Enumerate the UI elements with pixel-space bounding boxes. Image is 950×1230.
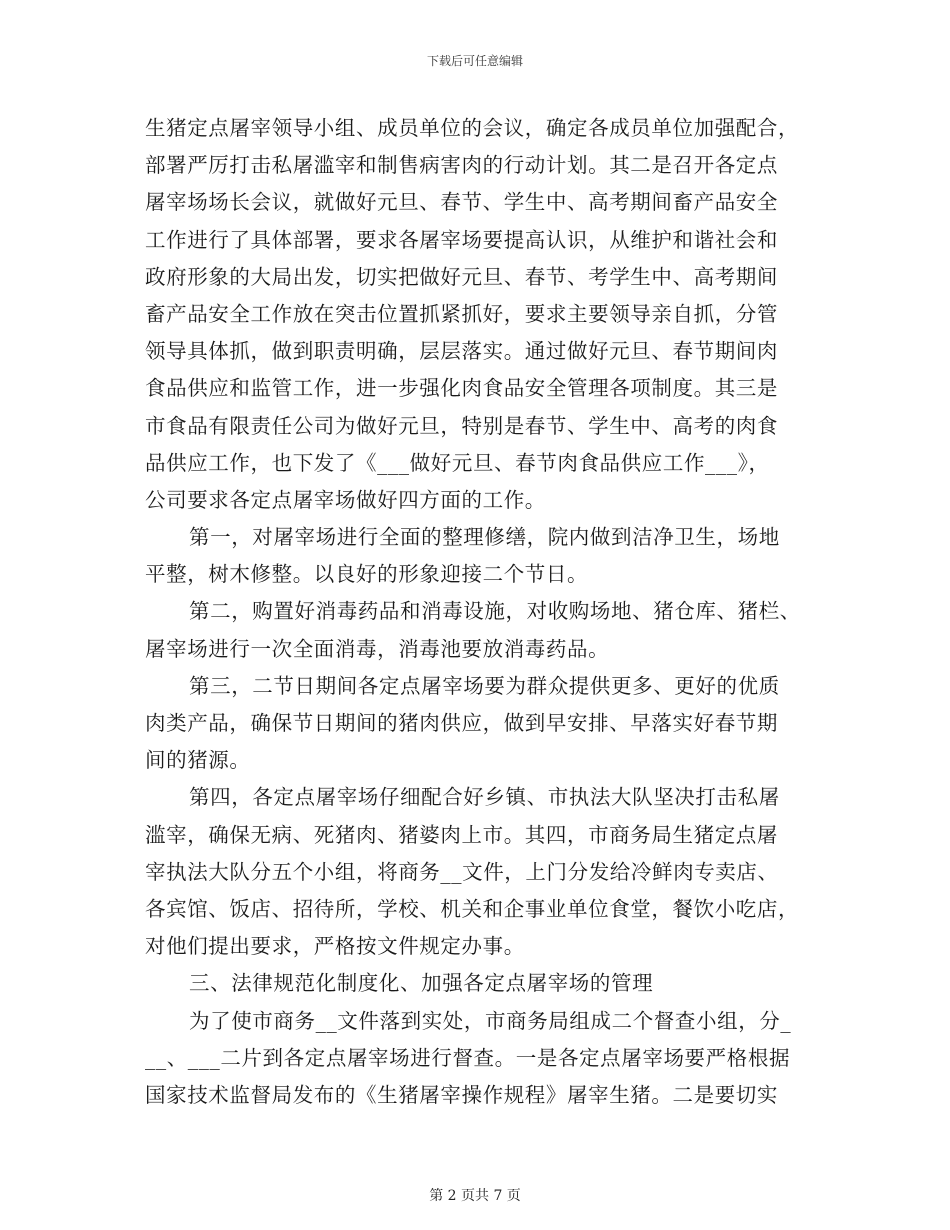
text-line: 第三，二节日期间各定点屠宰场要为群众提供更多、更好的优质: [189, 673, 780, 698]
text-line: 三、法律规范化制度化、加强各定点屠宰场的管理: [189, 971, 654, 996]
text-line: 屠宰场场长会议，就做好元旦、春节、学生中、高考期间畜产品安全: [145, 190, 778, 215]
text-line: __、___二片到各定点屠宰场进行督查。一是各定点屠宰场要严格根据: [145, 1045, 791, 1070]
text-line: 畜产品安全工作放在突击位置抓紧抓好，要求主要领导亲自抓，分管: [145, 301, 778, 326]
text-line: 各宾馆、饭店、招待所，学校、机关和企事业单位食堂，餐饮小吃店，: [145, 896, 800, 921]
text-line: 平整，树木修整。以良好的形象迎接二个节日。: [145, 562, 589, 587]
text-line: 第四，各定点屠宰场仔细配合好乡镇、市执法大队坚决打击私屠: [189, 785, 780, 810]
page-header-note: 下载后可任意编辑: [426, 54, 523, 68]
text-line: 生猪定点屠宰领导小组、成员单位的会议，确定各成员单位加强配合，: [145, 116, 800, 140]
document-body: [145, 110, 805, 1114]
text-line: 宰执法大队分五个小组，将商务__文件，上门分发给冷鲜肉专卖店、: [145, 859, 779, 884]
text-line: 滥宰，确保无病、死猪肉、猪婆肉上市。其四，市商务局生猪定点屠: [145, 822, 778, 847]
text-line: 政府形象的大局出发，切实把做好元旦、春节、考学生中、高考期间: [145, 264, 778, 289]
text-line: 公司要求各定点屠宰场做好四方面的工作。: [145, 487, 546, 512]
text-line: 领导具体抓，做到职责明确，层层落实。通过做好元旦、春节期间肉: [145, 339, 778, 364]
text-line: 对他们提出要求，严格按文件规定办事。: [145, 934, 525, 959]
text-line: 部署严厉打击私屠滥宰和制售病害肉的行动计划。其二是召开各定点: [145, 153, 778, 178]
text-line: 间的猪源。: [145, 748, 251, 773]
text-line: 市食品有限责任公司为做好元旦，特别是春节、学生中、高考的肉食: [145, 413, 778, 438]
text-line: 第二，购置好消毒药品和消毒设施，对收购场地、猪仓库、猪栏、: [189, 599, 801, 624]
text-line: 肉类产品，确保节日期间的猪肉供应，做到早安排、早落实好春节期: [145, 711, 778, 735]
text-line: 国家技术监督局发布的《生猪屠宰操作规程》屠宰生猪。二是要切实: [145, 1082, 778, 1107]
text-line: 屠宰场进行一次全面消毒，消毒池要放消毒药品。: [145, 636, 610, 661]
text-line: 工作进行了具体部署，要求各屠宰场要提高认识，从维护和谐社会和: [145, 227, 778, 252]
text-line: 食品供应和监管工作，进一步强化肉食品安全管理各项制度。其三是: [145, 376, 778, 401]
page-number: 第 2 页共 7 页: [429, 1188, 521, 1204]
text-line: 为了使市商务__文件落到实处，市商务局组成二个督查小组，分_: [189, 1008, 792, 1033]
text-line: 品供应工作，也下发了《___做好元旦、春节肉食品供应工作___》，: [145, 450, 770, 475]
text-line: 第一，对屠宰场进行全面的整理修缮，院内做到洁净卫生，场地: [189, 525, 780, 550]
